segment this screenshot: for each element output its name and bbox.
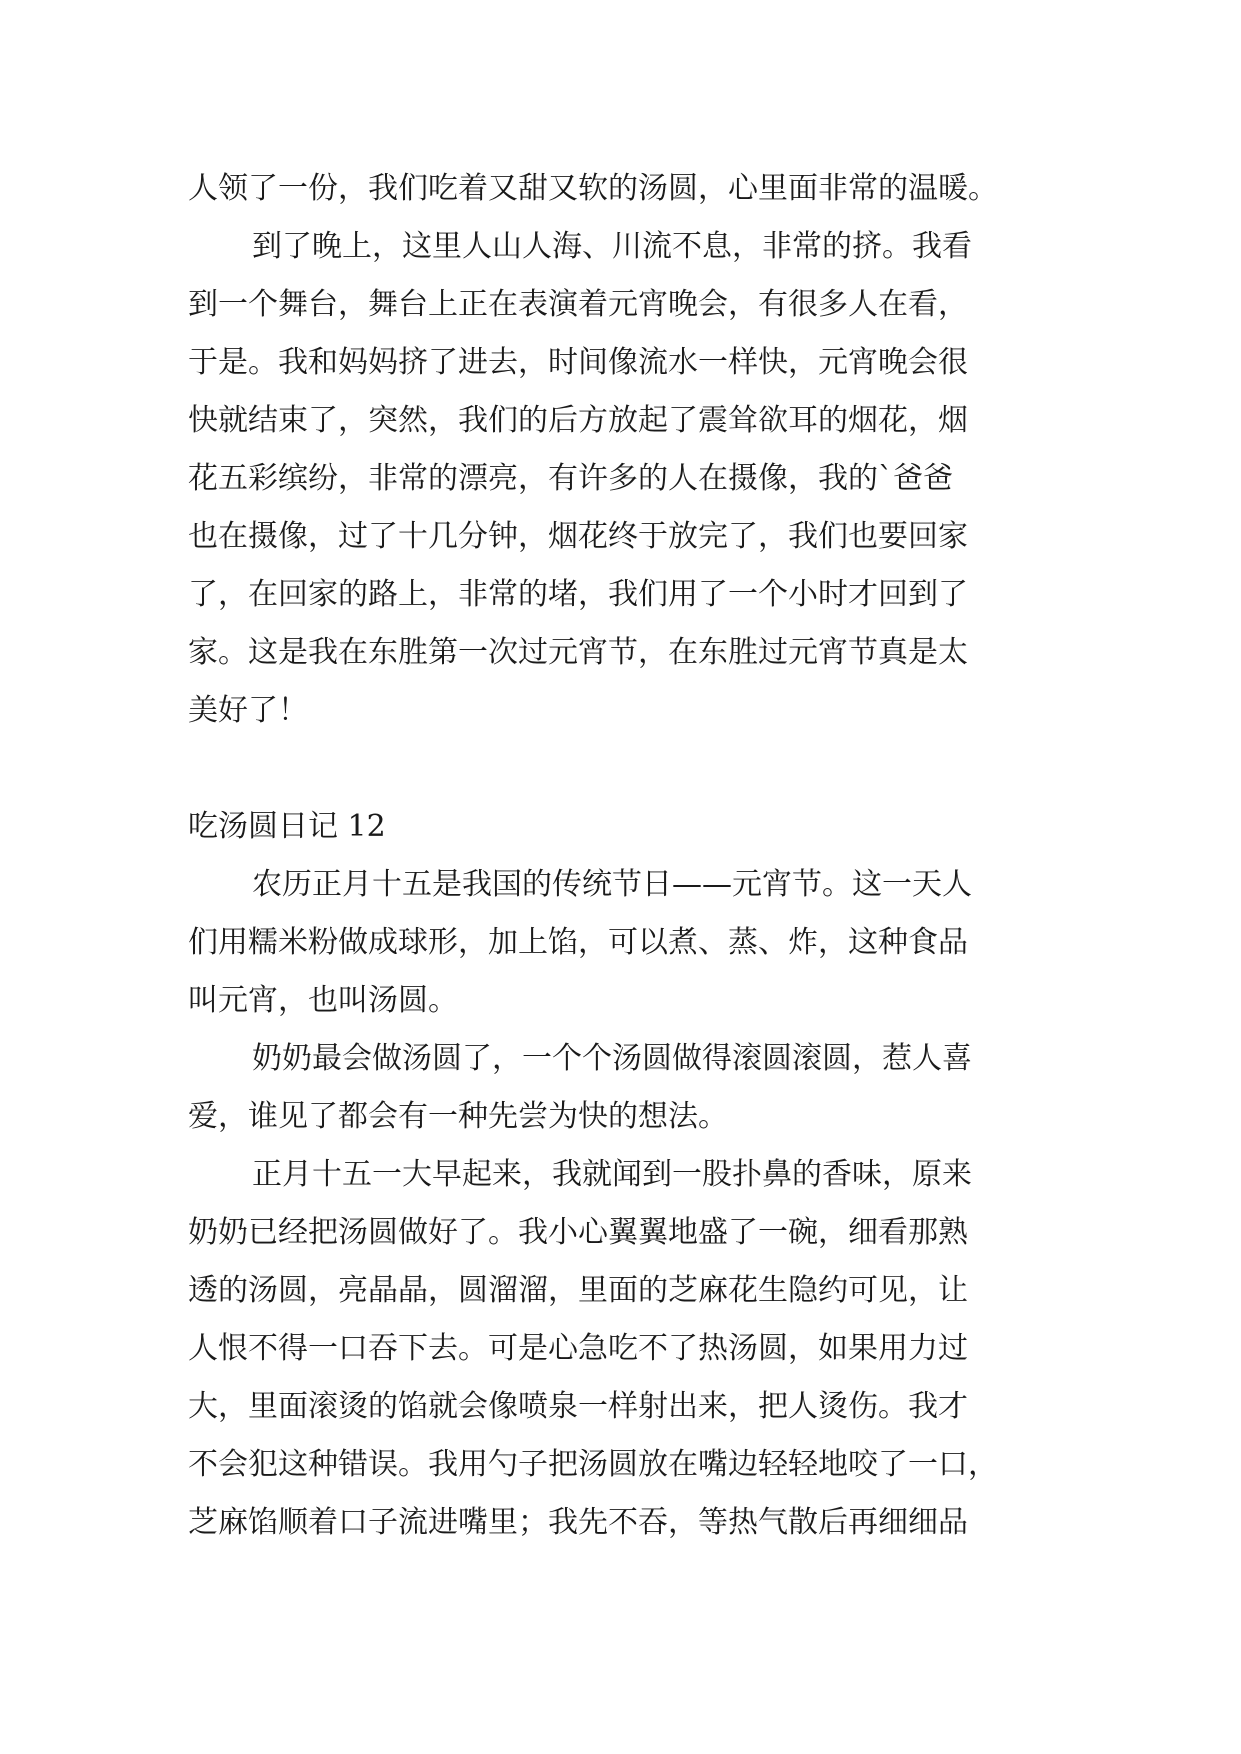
text-line: 了，在回家的路上，非常的堵，我们用了一个小时才回到了 — [188, 577, 968, 612]
document-page — [188, 160, 1058, 1552]
paragraph — [188, 1030, 1058, 1146]
text-line: 叫元宵，也叫汤圆。 — [188, 983, 458, 1018]
text-line: 家。这是我在东胜第一次过元宵节，在东胜过元宵节真是太 — [188, 635, 968, 670]
text-line: 快就结束了，突然，我们的后方放起了震耸欲耳的烟花，烟 — [188, 403, 968, 438]
text-line: 农历正月十五是我国的传统节日——元宵节。这一天人 — [252, 867, 972, 902]
text-line: 们用糯米粉做成球形，加上馅，可以煮、蒸、炸，这种食品 — [188, 925, 968, 960]
text-line: 到一个舞台，舞台上正在表演着元宵晚会，有很多人在看， — [188, 287, 968, 322]
paragraph — [188, 856, 1058, 1030]
paragraph — [188, 1146, 1058, 1552]
text-line: 透的汤圆，亮晶晶，圆溜溜，里面的芝麻花生隐约可见，让 — [188, 1273, 968, 1308]
text-line: 也在摄像，过了十几分钟，烟花终于放完了，我们也要回家 — [188, 519, 968, 554]
text-line: 花五彩缤纷，非常的漂亮，有许多的人在摄像，我的`爸爸 — [188, 461, 953, 496]
text-line: 到了晚上，这里人山人海、川流不息，非常的挤。我看 — [252, 229, 972, 264]
text-line: 芝麻馅顺着口子流进嘴里；我先不吞，等热气散后再细细品 — [188, 1505, 968, 1540]
paragraph — [188, 160, 1058, 218]
text-line: 人恨不得一口吞下去。可是心急吃不了热汤圆，如果用力过 — [188, 1331, 968, 1366]
text-line: 奶奶最会做汤圆了，一个个汤圆做得滚圆滚圆，惹人喜 — [252, 1041, 972, 1076]
text-line: 正月十五一大早起来，我就闻到一股扑鼻的香味，原来 — [252, 1157, 972, 1192]
text-line: 于是。我和妈妈挤了进去，时间像流水一样快，元宵晚会很 — [188, 345, 968, 380]
paragraph — [188, 218, 1058, 740]
text-line: 爱，谁见了都会有一种先尝为快的想法。 — [188, 1099, 728, 1134]
text-line: 奶奶已经把汤圆做好了。我小心翼翼地盛了一碗，细看那熟 — [188, 1215, 968, 1250]
text-line: 大，里面滚烫的馅就会像喷泉一样射出来，把人烫伤。我才 — [188, 1389, 968, 1424]
text-line: 不会犯这种错误。我用勺子把汤圆放在嘴边轻轻地咬了一口， — [188, 1447, 998, 1482]
text-line: 人领了一份，我们吃着又甜又软的汤圆，心里面非常的温暖。 — [188, 171, 998, 206]
section-title: 吃汤圆日记 12 — [188, 809, 386, 844]
text-line: 美好了！ — [188, 693, 308, 728]
